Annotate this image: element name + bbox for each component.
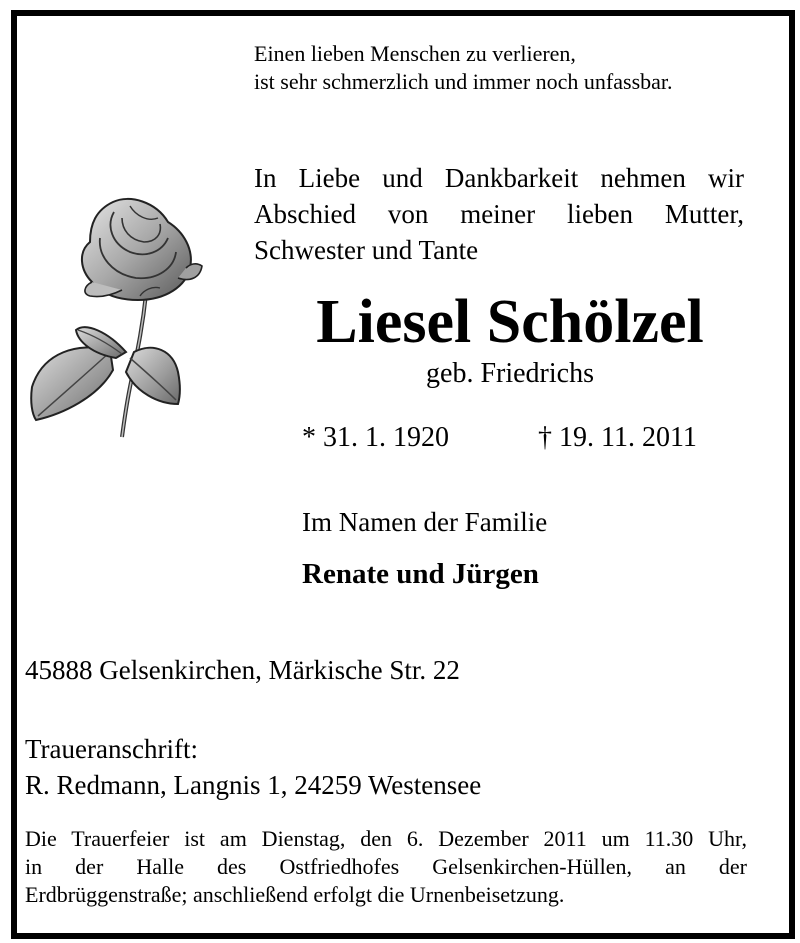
ceremony-line-3: Erdbrüggenstraße; anschließend erfolgt die Urnenbeisetzung. [25,882,565,907]
ceremony-notice [25,825,747,909]
intro-text [254,160,744,268]
intro-line-3: Schwester und Tante [254,235,479,265]
verse [254,40,673,96]
family-label: Im Namen der Familie [302,507,548,537]
ceremony-line-1: Die Trauerfeier ist am Dienstag, den 6. Dezember 2011 um 11.30 Uhr, [25,826,747,851]
mourning-address: R. Redmann, Langnis 1, 24259 Westensee [25,770,482,800]
ceremony-line-2: in der Halle des Ostfriedhofes Gelsenkirchen-Hüllen, an der [25,854,747,879]
intro-line-1: In Liebe und Dankbarkeit nehmen wir [254,163,744,193]
family-address: 45888 Gelsenkirchen, Märkische Str. 22 [25,655,460,685]
deceased-name: Liesel Schölzel [316,288,704,356]
verse-line-2: ist sehr schmerzlich und immer noch unfassbar. [254,69,673,94]
family-names: Renate und Jürgen [302,558,539,590]
maiden-name: geb. Friedrichs [426,358,594,389]
death-date: † 19. 11. 2011 [538,422,697,453]
verse-line-1: Einen lieben Menschen zu verlieren, [254,41,576,66]
rose-icon [18,182,238,444]
intro-line-2: Abschied von meiner lieben Mutter, [254,199,744,229]
mourning-address-label: Traueranschrift: [25,734,198,764]
birth-date: * 31. 1. 1920 [302,422,449,453]
